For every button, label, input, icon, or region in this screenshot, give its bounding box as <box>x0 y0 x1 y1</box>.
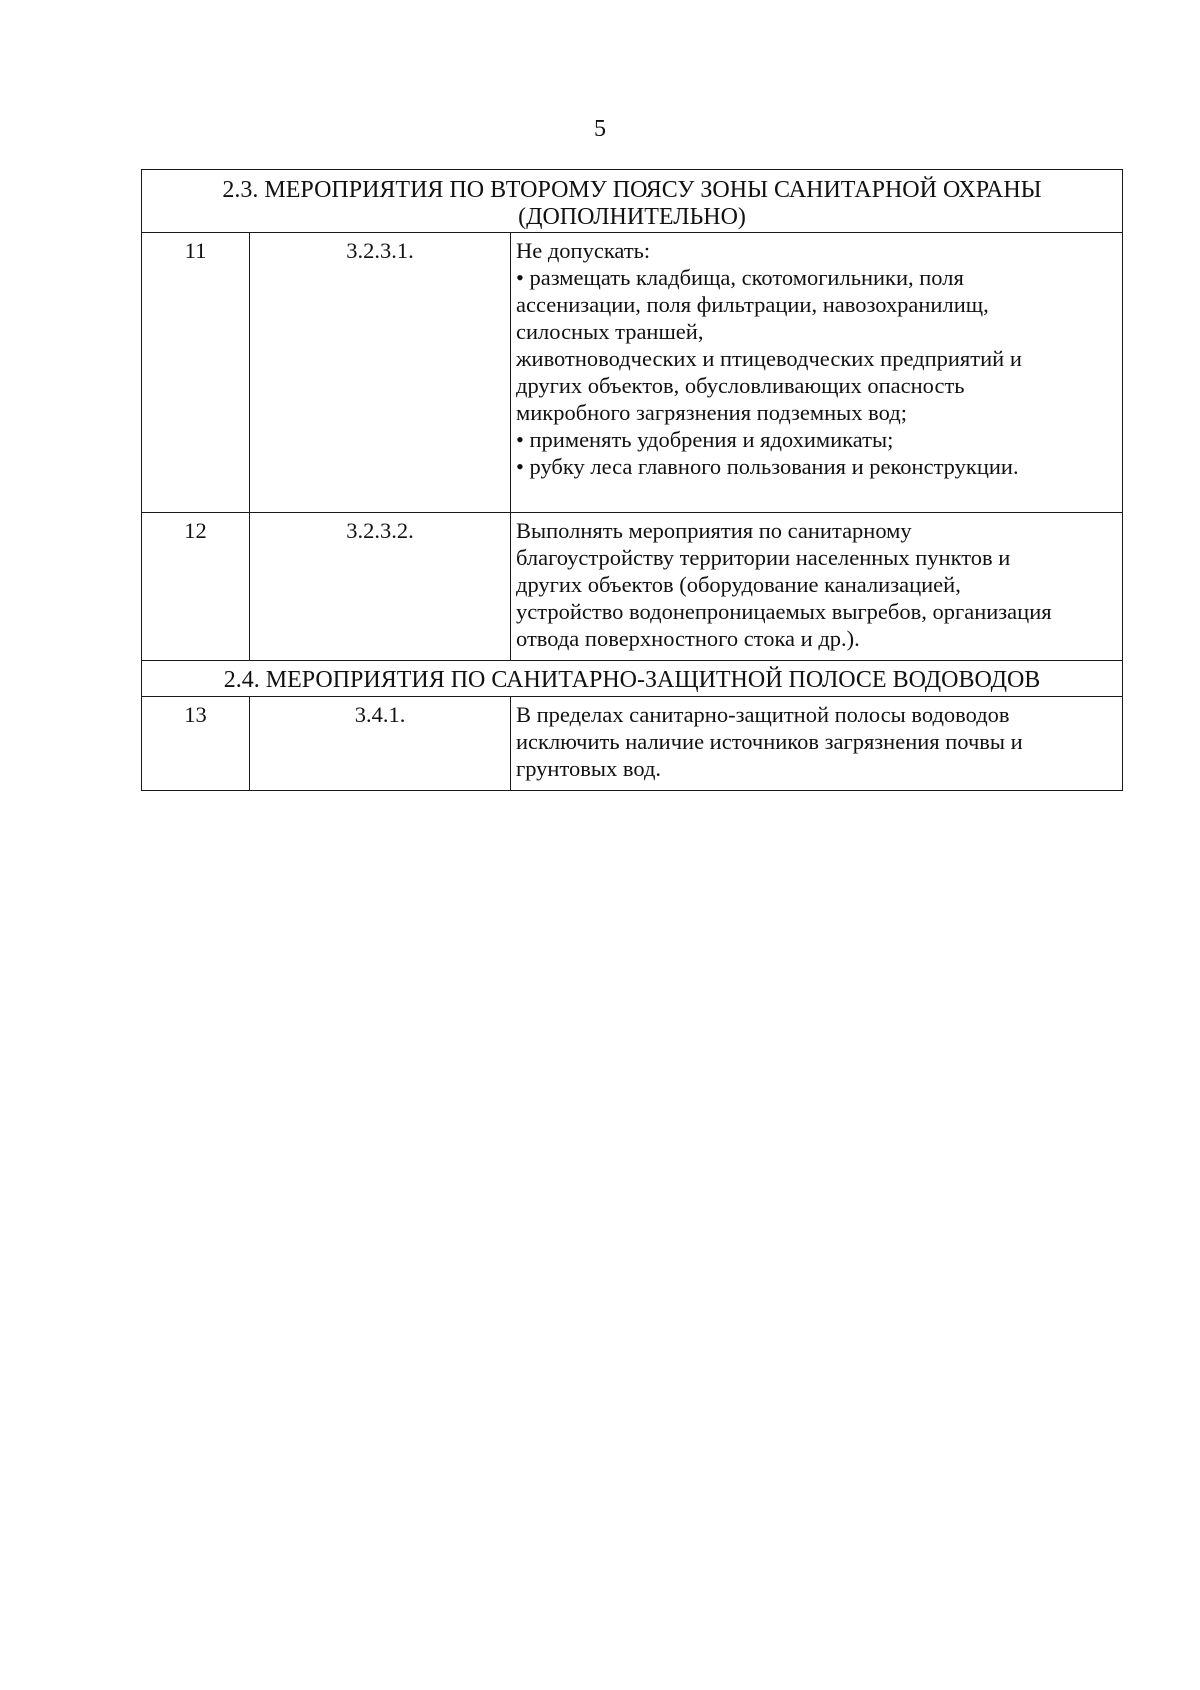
measure-text-cell <box>511 697 1123 791</box>
measure-line: • размещать кладбища, скотомогильники, поля <box>516 265 964 290</box>
measure-line: других объектов (оборудование канализацией, <box>516 572 961 597</box>
measure-line: Не допускать: <box>516 238 651 263</box>
table-row <box>142 697 1123 791</box>
section-title-line1: 2.4. МЕРОПРИЯТИЯ ПО САНИТАРНО-ЗАЩИТНОЙ ПОЛОСЕ ВОДОВОДОВ <box>223 667 1041 693</box>
measure-line: исключить наличие источников загрязнения почвы и <box>516 729 1023 754</box>
section-title-line2: (ДОПОЛНИТЕЛЬНО) <box>518 204 746 230</box>
clause-code-cell: 3.2.3.1. <box>250 233 511 513</box>
table-row <box>142 513 1123 661</box>
measure-line: ассенизации, поля фильтрации, навозохранилищ, <box>516 292 989 317</box>
measure-line: отвода поверхностного стока и др.). <box>516 626 860 651</box>
section-title-cell <box>142 170 1123 233</box>
measure-text-cell <box>511 513 1123 661</box>
measure-line: благоустройству территории населенных пунктов и <box>516 545 1011 570</box>
measure-line: силосных траншей, <box>516 319 704 344</box>
clause-code-cell: 3.2.3.2. <box>250 513 511 661</box>
measure-line: микробного загрязнения подземных вод; <box>516 400 907 425</box>
measure-line: других объектов, обусловливающих опасность <box>516 373 965 398</box>
page-number: 5 <box>594 116 606 142</box>
measures-table <box>141 169 1123 791</box>
section-header-2-3 <box>142 170 1123 233</box>
measure-line: животноводческих и птицеводческих предприятий и <box>516 346 1022 371</box>
section-title-cell <box>142 661 1123 697</box>
clause-code-cell: 3.4.1. <box>250 697 511 791</box>
measure-line: • применять удобрения и ядохимикаты; <box>516 427 894 452</box>
measure-line: грунтовых вод. <box>516 756 662 781</box>
row-number-cell: 11 <box>142 233 250 513</box>
measure-line: устройство водонепроницаемых выгребов, организация <box>516 599 1052 624</box>
measure-line: В пределах санитарно-защитной полосы водоводов <box>516 702 1010 727</box>
table-row <box>142 233 1123 513</box>
measure-line: Выполнять мероприятия по санитарному <box>516 518 912 543</box>
row-number-cell: 12 <box>142 513 250 661</box>
row-number-cell: 13 <box>142 697 250 791</box>
section-title-line1: 2.3. МЕРОПРИЯТИЯ ПО ВТОРОМУ ПОЯСУ ЗОНЫ САНИТАРНОЙ ОХРАНЫ <box>222 177 1042 203</box>
measure-text-cell <box>511 233 1123 513</box>
section-header-2-4 <box>142 661 1123 697</box>
measure-line: • рубку леса главного пользования и реконструкции. <box>516 454 1019 479</box>
